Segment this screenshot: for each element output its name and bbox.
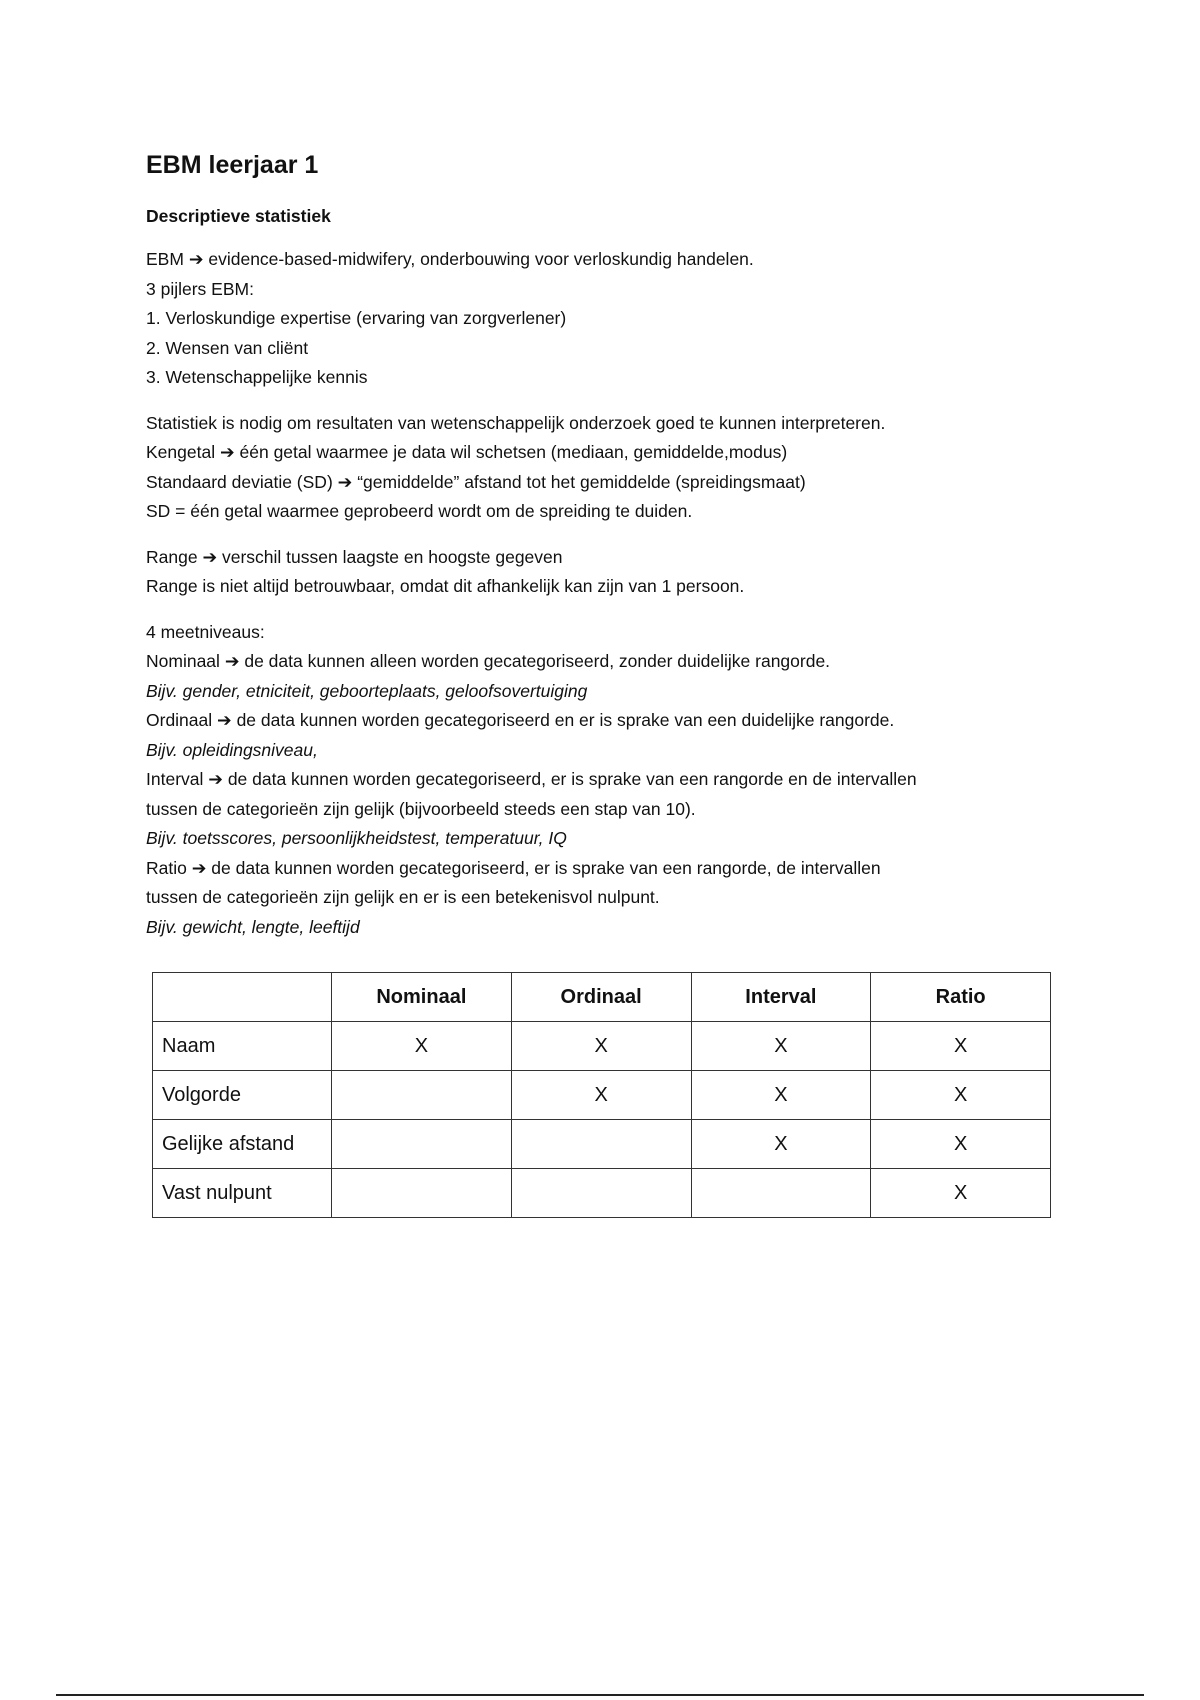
definition: de data kunnen alleen worden gecategoriseerd, zonder duidelijke rangorde.: [244, 651, 831, 671]
section-heading: Descriptieve statistiek: [146, 206, 331, 226]
term: Range: [146, 546, 198, 567]
measurement-levels-table: [152, 972, 1051, 1218]
text-line: tussen de categorieën zijn gelijk en er is een betekenisvol nulpunt.: [146, 887, 660, 907]
table-cell: [332, 1071, 512, 1120]
table-cell: X: [871, 1071, 1051, 1120]
table-cell: X: [871, 1169, 1051, 1218]
paragraph: [146, 618, 1066, 943]
definition-line: [146, 647, 1066, 677]
table-row: [153, 1169, 1051, 1218]
definition-line: [146, 543, 1066, 573]
definition: één getal waarmee je data wil schetsen (mediaan, gemiddelde,modus): [239, 442, 788, 462]
term: Ordinaal: [146, 710, 213, 730]
text-line: Range is niet altijd betrouwbaar, omdat dit afhankelijk kan zijn van 1 persoon.: [146, 576, 745, 596]
table-cell: X: [691, 1120, 871, 1169]
table-row: [153, 1022, 1051, 1071]
term: Ratio: [146, 857, 187, 878]
arrow-icon: ➔: [188, 249, 204, 269]
text-line: SD = één getal waarmee geprobeerd wordt om de spreiding te duiden.: [146, 501, 693, 521]
text-line: Statistiek is nodig om resultaten van wetenschappelijk onderzoek goed te kunnen interpreteren.: [146, 412, 886, 433]
term: Standaard deviatie (SD): [146, 471, 333, 492]
paragraph: [146, 245, 1066, 393]
text-line: 1. Verloskundige expertise (ervaring van zorgverlener): [146, 308, 567, 328]
table-cell: [511, 1169, 691, 1218]
text-line: tussen de categorieën zijn gelijk (bijvoorbeeld steeds een stap van 10).: [146, 798, 696, 819]
definition: de data kunnen worden gecategoriseerd, er is sprake van een rangorde, de intervallen: [211, 857, 881, 878]
arrow-icon: ➔: [208, 769, 223, 789]
definition-line: [146, 854, 1066, 884]
row-label: Vast nulpunt: [153, 1169, 332, 1218]
table-header-cell: Ordinaal: [511, 973, 691, 1022]
definition-line: [146, 765, 1066, 795]
text-line: 2. Wensen van cliënt: [146, 337, 309, 358]
definition-line: [146, 468, 1066, 498]
arrow-icon: ➔: [191, 857, 207, 878]
term: Kengetal: [146, 442, 216, 462]
term: Interval: [146, 769, 204, 789]
example-line: Bijv. toetsscores, persoonlijkheidstest, temperatuur, IQ: [146, 828, 567, 848]
table-cell: X: [871, 1022, 1051, 1071]
table-header-cell: Interval: [691, 973, 871, 1022]
table-cell: [332, 1169, 512, 1218]
table-cell: [332, 1120, 512, 1169]
definition: de data kunnen worden gecategoriseerd, er is sprake van een rangorde en de intervallen: [227, 769, 917, 789]
page-bottom-rule: [56, 1694, 1144, 1696]
table-cell: X: [332, 1022, 512, 1071]
table-cell: X: [871, 1120, 1051, 1169]
text-line: 4 meetniveaus:: [146, 621, 265, 642]
definition: “gemiddelde” afstand tot het gemiddelde (spreidingsmaat): [357, 471, 806, 492]
document-page: [146, 148, 1066, 958]
example-line: Bijv. gender, etniciteit, geboorteplaats, geloofsovertuiging: [146, 680, 588, 701]
table-cell: [511, 1120, 691, 1169]
row-label: Naam: [153, 1022, 332, 1071]
paragraph: [146, 543, 1066, 602]
table-header-row: [153, 973, 1051, 1022]
term: EBM: [146, 249, 184, 269]
table-header-cell: Nominaal: [332, 973, 512, 1022]
table-cell: X: [691, 1022, 871, 1071]
document-title: EBM leerjaar 1: [146, 151, 319, 179]
definition: de data kunnen worden gecategoriseerd en er is sprake van een duidelijke rangorde.: [236, 710, 895, 730]
table-row: [153, 1071, 1051, 1120]
table-header-cell: [153, 973, 332, 1022]
arrow-icon: ➔: [217, 710, 232, 730]
term: Nominaal: [146, 651, 220, 671]
table-cell: X: [511, 1071, 691, 1120]
definition-line: [146, 245, 1066, 275]
table-cell: X: [691, 1071, 871, 1120]
definition-line: [146, 706, 1066, 736]
definition: verschil tussen laagste en hoogste gegeven: [222, 546, 563, 567]
text-line: 3. Wetenschappelijke kennis: [146, 367, 368, 387]
definition-line: [146, 438, 1066, 468]
text-line: 3 pijlers EBM:: [146, 278, 254, 299]
table-row: [153, 1120, 1051, 1169]
row-label: Volgorde: [153, 1071, 332, 1120]
paragraph: [146, 409, 1066, 527]
table-header-cell: Ratio: [871, 973, 1051, 1022]
row-label: Gelijke afstand: [153, 1120, 332, 1169]
table-cell: [691, 1169, 871, 1218]
body-text: [146, 245, 1066, 942]
arrow-icon: ➔: [224, 651, 240, 671]
table-cell: X: [511, 1022, 691, 1071]
definition: evidence-based-midwifery, onderbouwing voor verloskundig handelen.: [208, 249, 754, 269]
example-line: Bijv. opleidingsniveau,: [146, 739, 318, 760]
example-line: Bijv. gewicht, lengte, leeftijd: [146, 916, 360, 937]
arrow-icon: ➔: [202, 546, 218, 567]
arrow-icon: ➔: [337, 471, 353, 492]
arrow-icon: ➔: [219, 442, 235, 462]
